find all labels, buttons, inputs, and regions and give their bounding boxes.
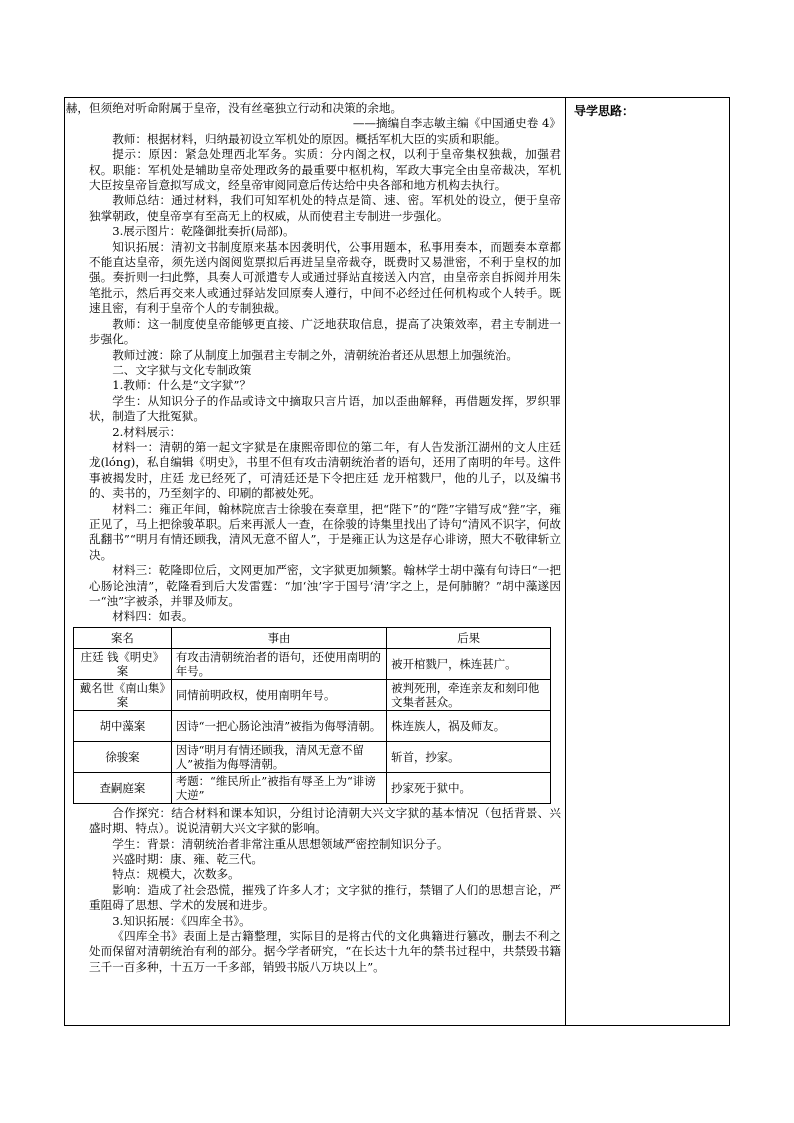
paragraph: 教师：这一制度使皇帝能够更直接、广泛地获取信息，提高了决策效率，君主专制进一步强化。 [89,316,561,347]
paragraph: ——摘编自李志敏主编《中国通史卷 4》 [352,116,561,131]
paragraph: 2.材料展示： [112,424,182,439]
table-row [74,741,551,772]
table-row [74,648,551,679]
case-cause: 有攻击清朝统治者的语句，还使用南明的年号。 [171,648,386,679]
paragraph: 《四库全书》表面上是古籍整理，实际目的是将古代的文化典籍进行篡改，删去不利之处而保留对清朝统治有利的部分。据今学者研究，“在长达十九年的禁书过程中，共禁毁书籍三千一百多种，十五万一千多部，销毁书版八万块以上”。 [89,929,561,974]
case-consequence: 斩首，抄家。 [387,741,551,772]
paragraph: 合作探究：结合材料和课本知识，分组讨论清朝大兴文字狱的基本情况（包括背景、兴盛时期、特点）。说说清朝大兴文字狱的影响。 [89,805,561,836]
main-content-cell [65,98,566,1025]
case-consequence: 株连族人，祸及师友。 [387,710,551,741]
case-name: 戴名世《南山集》案 [74,679,172,710]
paragraphs-bottom [89,806,561,975]
header-case-name: 案名 [74,627,172,648]
header-cause: 事由 [171,627,386,648]
case-cause: 因诗“明月有情还顾我，清风无意不留人”被指为侮辱清朝。 [171,741,386,772]
case-cause: 考题：“维民所止”被指有辱圣上为“诽谤大逆” [171,772,386,803]
paragraph: 材料三：乾隆即位后，文网更加严密，文字狱更加频繁。翰林学士胡中藻有句诗曰“一把心肠论浊清”，乾隆看到后大发雷霆：“加‘浊’字于国号‘清’字之上，是何肺腑？”胡中藻遂因一“浊”字被杀，并罪及师友。 [89,563,561,608]
table-row [74,679,551,710]
case-name: 胡中藻案 [74,710,172,741]
paragraph: 3.知识拓展：《四库全书》。 [112,913,251,928]
paragraph: 材料一：清朝的第一起文字狱是在康熙帝即位的第二年，有人告发浙江湖州的文人庄廷 龙(lóng)，私自编辑《明史》，书里不但有攻击清朝统治者的语句，还用了南明的年号。这件事被揭发时，庄廷 龙已经死了，可清廷还是下令把庄廷 龙开棺戮尸，他的儿子，以及编书的、卖书的，乃至刻字的、印刷的都被处死。 [89,439,561,501]
paragraph: 兴盛时期：康、雍、乾三代。 [112,852,263,867]
case-name: 庄廷 钱《明史》案 [74,648,172,679]
side-title: 导学思路： [574,104,635,118]
paragraph: 材料二：雍正年间，翰林院庶吉士徐骏在奏章里，把“陛下”的“陛”字错写成“狴”字，雍正见了，马上把徐骏革职。后来再派人一查，在徐骏的诗集里找出了诗句“清风不识字，何故乱翻书”“明月有情还顾我，清风无意不留人”，于是雍正认为这是存心诽谤，照大不敬律斩立决。 [89,501,561,562]
case-consequence: 抄家死于狱中。 [387,772,551,803]
guide-notes-cell [566,98,729,1025]
lesson-table [64,97,730,1026]
paragraph: 特点：规模大，次数多。 [112,867,240,882]
paragraphs-top [65,101,561,625]
case-consequence: 被判死刑，牵连亲友和刻印他文集者甚众。 [387,679,551,710]
case-cause: 因诗“一把心肠论浊清”被指为侮辱清朝。 [171,710,386,741]
paragraph: 提示：原因：紧急处理西北军务。实质：分内阁之权，以利于皇帝集权独裁，加强君权。职能：军机处是辅助皇帝处理政务的最重要中枢机构，军政大事完全由皇帝裁决，军机大臣按皇帝旨意拟写成文，经皇帝审阅同意后传达给中央各部和地方机构去执行。 [89,147,561,193]
literary-inquisition-table [73,627,551,804]
table-row [74,710,551,741]
header-consequence: 后果 [387,627,551,648]
case-consequence: 被开棺戮尸，株连甚广。 [387,648,551,679]
paragraph: 学生：从知识分子的作品或诗文中摘取只言片语，加以歪曲解释，再借题发挥，罗织罪状，制造了大批冤狱。 [89,393,561,424]
paragraph: 3.展示图片：乾隆御批奏折(局部)。 [112,224,295,239]
paragraph: 1.教师：什么是“文字狱”？ [112,378,252,393]
paragraph: 学生：背景：清朝统治者非常注重从思想领域严密控制知识分子。 [112,836,449,851]
paragraph: 二、文字狱与文化专制政策 [112,362,252,377]
case-cause: 同情前明政权，使用南明年号。 [171,679,386,710]
table-row [74,772,551,803]
paragraph: 知识拓展：清初文书制度原来基本因袭明代，公事用题本，私事用奏本，而题奏本章都不能直达皇帝，须先送内阁阅览票拟后再进呈皇帝裁夺，既费时又易泄密，不利于皇权的加强。奏折则一扫此弊，具奏人可派遣专人或通过驿站直接送入内宫，由皇帝亲自拆阅并用朱笔批示，然后再交来人或通过驿站发回原奏人遵行，中间不必经过任何机构或个人转手。既速且密，有利于皇帝个人的专制独裁。 [89,239,561,316]
paragraph: 材料四：如表。 [112,609,194,624]
paragraph: 教师：根据材料，归纳最初设立军机处的原因。概括军机大臣的实质和职能。 [112,131,507,146]
paragraph: 教师总结：通过材料，我们可知军机处的特点是简、速、密。军机处的设立，便于皇帝独掌朝政，使皇帝享有至高无上的权威，从而使君主专制进一步强化。 [89,193,561,223]
case-name: 徐骏案 [74,741,172,772]
paragraph: 赫，但须绝对听命附属于皇帝，没有丝毫独立行动和决策的余地。 [65,101,403,115]
case-name: 查嗣庭案 [74,772,172,803]
table-header-row [74,627,551,648]
paragraph: 教师过渡：除了从制度上加强君主专制之外，清朝统治者还从思想上加强统治。 [112,347,518,362]
paragraph: 影响：造成了社会恐慌，摧残了许多人才；文字狱的推行，禁锢了人们的思想言论，严重阻碍了思想、学术的发展和进步。 [89,882,561,913]
